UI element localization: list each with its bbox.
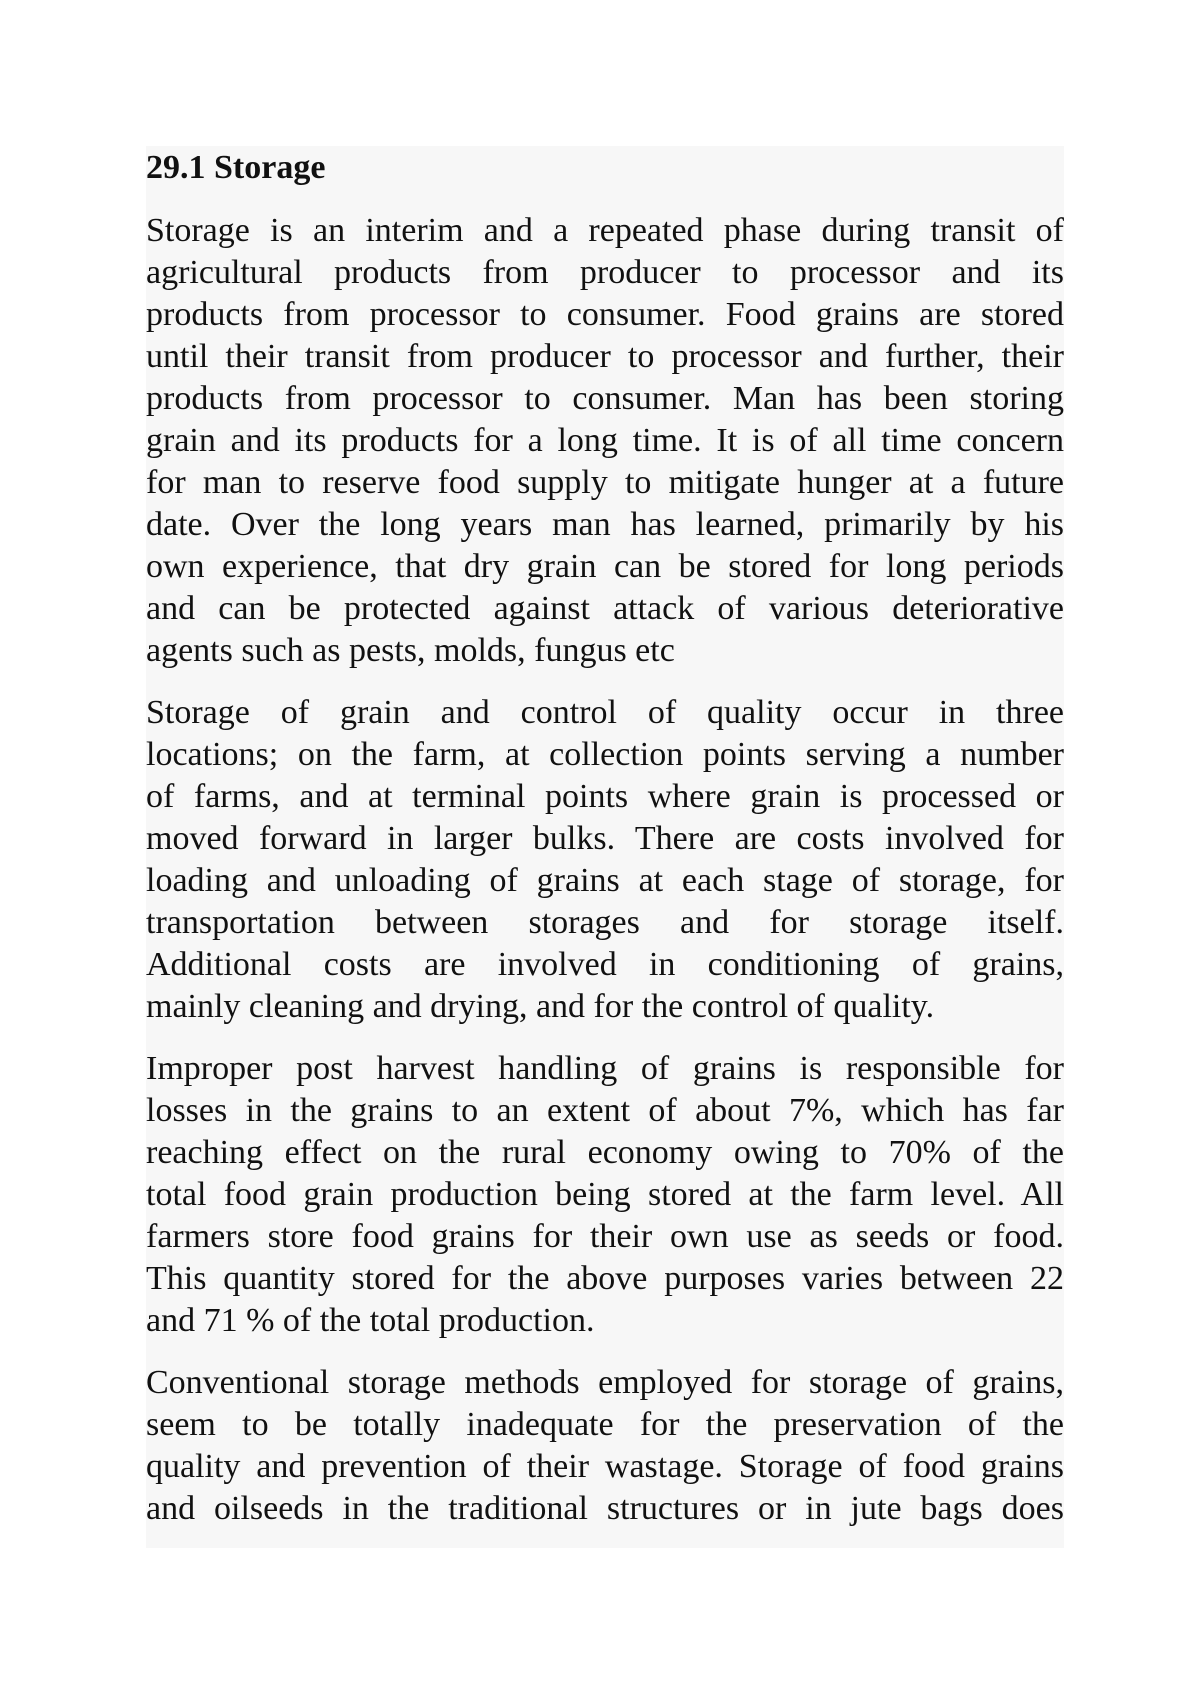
paragraph-2	[146, 692, 1064, 1028]
text-line: moved forward in larger bulks. There are costs involved for	[146, 820, 1064, 857]
text-line: and oilseeds in the traditional structures or in jute bags does	[146, 1490, 1064, 1527]
text-line: until their transit from producer to processor and further, their	[146, 338, 1064, 375]
text-line: own experience, that dry grain can be stored for long periods	[146, 548, 1064, 585]
text-line: and can be protected against attack of various deteriorative	[146, 590, 1064, 627]
text-line: Additional costs are involved in conditioning of grains,	[146, 946, 1064, 983]
section-title: 29.1 Storage	[146, 149, 326, 186]
document-page	[146, 146, 1064, 1548]
paragraph-1	[146, 210, 1064, 672]
text-line: Storage is an interim and a repeated phase during transit of	[146, 212, 1064, 249]
text-line: agricultural products from producer to processor and its	[146, 254, 1064, 291]
paragraph-4	[146, 1362, 1064, 1530]
text-line: seem to be totally inadequate for the preservation of the	[146, 1406, 1064, 1443]
text-line: loading and unloading of grains at each stage of storage, for	[146, 862, 1064, 899]
text-line: products from processor to consumer. Food grains are stored	[146, 296, 1064, 333]
text-line: agents such as pests, molds, fungus etc	[146, 632, 675, 669]
text-line: farmers store food grains for their own use as seeds or food.	[146, 1218, 1064, 1255]
text-line: products from processor to consumer. Man has been storing	[146, 380, 1064, 417]
text-line: This quantity stored for the above purposes varies between 22	[146, 1260, 1064, 1297]
spacer	[146, 672, 1064, 692]
text-line: Improper post harvest handling of grains is responsible for	[146, 1050, 1064, 1087]
text-line: transportation between storages and for storage itself.	[146, 904, 1064, 941]
text-line: mainly cleaning and drying, and for the control of quality.	[146, 988, 935, 1025]
text-line: date. Over the long years man has learned, primarily by his	[146, 506, 1064, 543]
spacer	[146, 1342, 1064, 1362]
text-line: locations; on the farm, at collection points serving a number	[146, 736, 1064, 773]
text-line: Conventional storage methods employed for storage of grains,	[146, 1364, 1064, 1401]
text-line: and 71 % of the total production.	[146, 1302, 595, 1339]
text-line: quality and prevention of their wastage. Storage of food grains	[146, 1448, 1064, 1485]
text-line: reaching effect on the rural economy owing to 70% of the	[146, 1134, 1064, 1171]
text-line: total food grain production being stored at the farm level. All	[146, 1176, 1064, 1213]
paragraph-3	[146, 1048, 1064, 1342]
text-line: grain and its products for a long time. It is of all time concern	[146, 422, 1064, 459]
text-line: of farms, and at terminal points where grain is processed or	[146, 778, 1064, 815]
text-line: for man to reserve food supply to mitigate hunger at a future	[146, 464, 1064, 501]
text-line: Storage of grain and control of quality occur in three	[146, 694, 1064, 731]
spacer	[146, 1028, 1064, 1048]
text-line: losses in the grains to an extent of about 7%, which has far	[146, 1092, 1064, 1129]
spacer	[146, 190, 1064, 210]
